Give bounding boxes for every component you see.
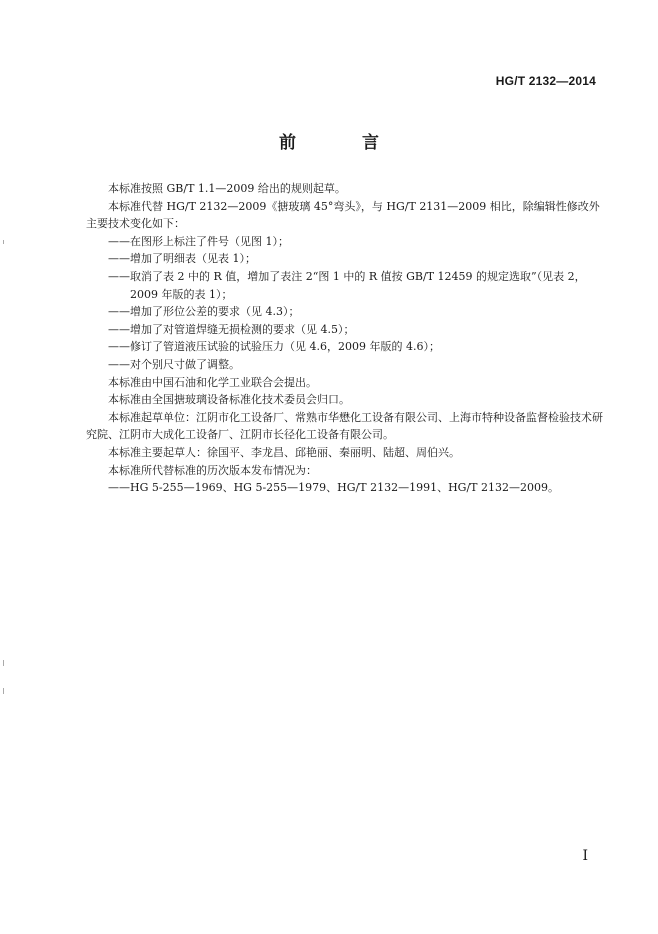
scan-mark — [3, 660, 4, 666]
paragraph-drafters: 本标准主要起草人：徐国平、李龙昌、邱艳丽、秦丽明、陆超、周伯兴。 — [108, 445, 460, 459]
change-item-continuation: 2009 年版的表 1）； — [130, 287, 233, 301]
foreword-body — [86, 180, 606, 497]
paragraph-drafting-units: 本标准起草单位：江阴市化工设备厂、常熟市华懋化工设备有限公司、上海市特种设备监督检验技术研究院、江阴市大成化工设备厂、江阴市长径化工设备有限公司。 — [86, 410, 603, 442]
standard-code: HG/T 2132—2014 — [495, 74, 596, 88]
paragraph-history-list: ——HG 5-255—1969、HG 5-255—1979、HG/T 2132—1991、HG/T 2132—2009。 — [108, 481, 559, 495]
paragraph-proposed-by: 本标准由中国石油和化学工业联合会提出。 — [108, 375, 317, 389]
paragraph-history-intro: 本标准所代替标准的历次版本发布情况为： — [108, 463, 317, 477]
scan-mark — [3, 688, 4, 694]
paragraph-replacement: 本标准代替 HG/T 2132—2009《搪玻璃 45°弯头》，与 HG/T 2131—2009 相比，除编辑性修改外主要技术变化如下： — [86, 199, 600, 231]
scan-mark — [3, 240, 4, 244]
change-item: ——增加了对管道焊缝无损检测的要求（见 4.5）； — [108, 322, 355, 336]
page-title: 前 言 — [279, 133, 409, 153]
change-item: ——对个别尺寸做了调整。 — [108, 357, 240, 371]
change-item: ——增加了形位公差的要求（见 4.3）； — [108, 305, 300, 319]
paragraph-drafting-rules: 本标准按照 GB/T 1.1—2009 给出的规则起草。 — [108, 182, 346, 195]
change-item: ——在图形上标注了件号（见图 1）； — [108, 234, 289, 248]
change-item: ——修订了管道液压试验的试验压力（见 4.6，2009 年版的 4.6）； — [108, 340, 440, 354]
page-number: I — [582, 848, 588, 864]
change-item: ——取消了表 2 中的 R 值，增加了表注 2“图 1 中的 R 值按 GB/T 12459 的规定选取”（见表 2， — [108, 269, 586, 283]
paragraph-under-jurisdiction: 本标准由全国搪玻璃设备标准化技术委员会归口。 — [108, 393, 350, 407]
change-item: ——增加了明细表（见表 1）； — [108, 252, 256, 266]
